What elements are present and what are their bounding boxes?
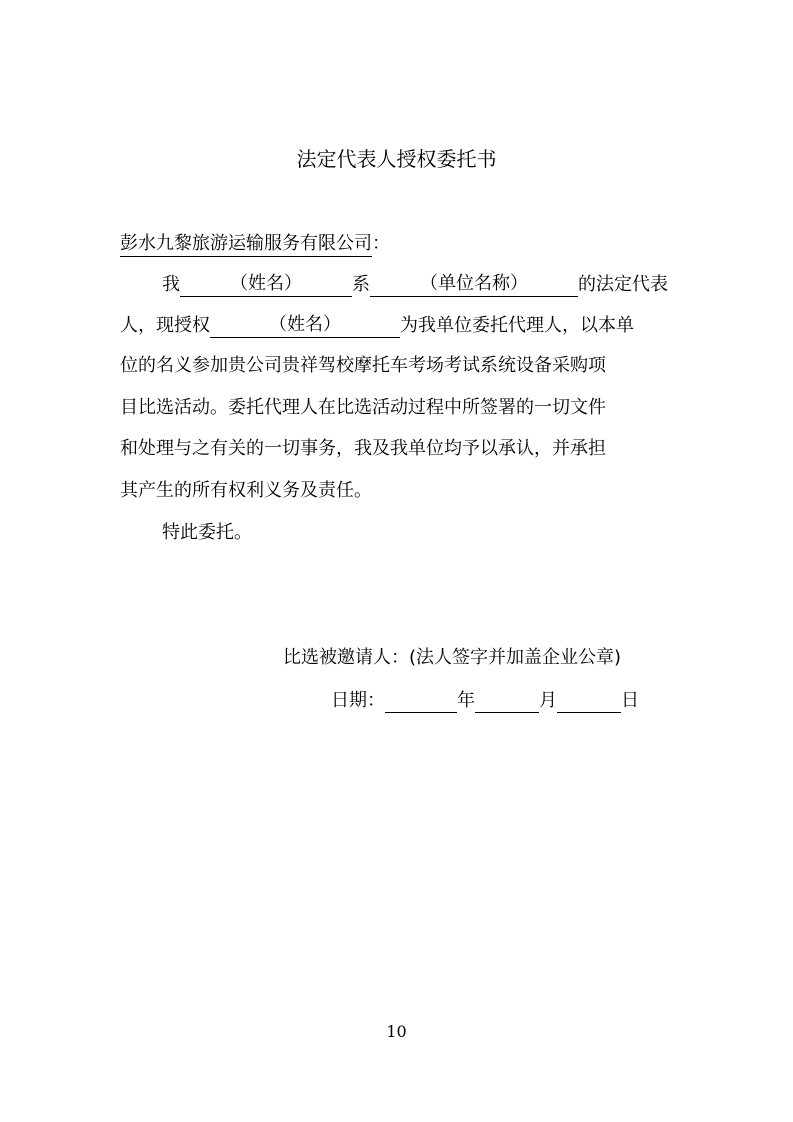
body-line-2 bbox=[120, 313, 634, 338]
page-number: 10 bbox=[386, 1022, 407, 1041]
name-blank-2[interactable] bbox=[210, 313, 400, 338]
name-placeholder-1: （姓名） bbox=[230, 273, 302, 294]
day-label: 日 bbox=[621, 690, 639, 711]
body-line-3: 位的名义参加贵公司贵祥驾校摩托车考场考试系统设备采购项 bbox=[120, 355, 606, 376]
line1-suffix: 的法定代表 bbox=[578, 274, 668, 295]
year-label: 年 bbox=[457, 690, 475, 711]
line1-connector: 系 bbox=[352, 274, 370, 295]
date-label: 日期： bbox=[331, 690, 385, 711]
body-line-1 bbox=[162, 272, 668, 297]
line2-prefix: 人，现授权 bbox=[120, 315, 210, 336]
date-line bbox=[331, 688, 639, 713]
day-blank[interactable] bbox=[557, 688, 621, 713]
document-title: 法定代表人授权委托书 bbox=[296, 147, 497, 171]
addressee-line bbox=[120, 232, 390, 256]
year-blank[interactable] bbox=[385, 688, 457, 713]
unit-name-blank[interactable] bbox=[370, 272, 578, 297]
body-line-5: 和处理与之有关的一切事务，我及我单位均予以承认，并承担 bbox=[120, 438, 606, 459]
line1-prefix: 我 bbox=[162, 274, 180, 295]
closing-line: 特此委托。 bbox=[162, 522, 252, 543]
line2-suffix: 为我单位委托代理人，以本单 bbox=[400, 315, 634, 336]
name-blank-1[interactable] bbox=[180, 272, 352, 297]
addressee-company: 彭水九黎旅游运输服务有限公司 bbox=[120, 233, 372, 257]
month-blank[interactable] bbox=[475, 688, 539, 713]
body-line-6: 其产生的所有权利义务及责任。 bbox=[120, 480, 372, 501]
signature-label: 比选被邀请人：(法人签字并加盖企业公章) bbox=[283, 647, 622, 668]
month-label: 月 bbox=[539, 690, 557, 711]
name-placeholder-2: （姓名） bbox=[269, 314, 341, 335]
unit-placeholder: （单位名称） bbox=[420, 273, 528, 294]
body-line-4: 目比选活动。委托代理人在比选活动过程中所签署的一切文件 bbox=[120, 397, 606, 418]
addressee-colon: ： bbox=[372, 233, 390, 254]
